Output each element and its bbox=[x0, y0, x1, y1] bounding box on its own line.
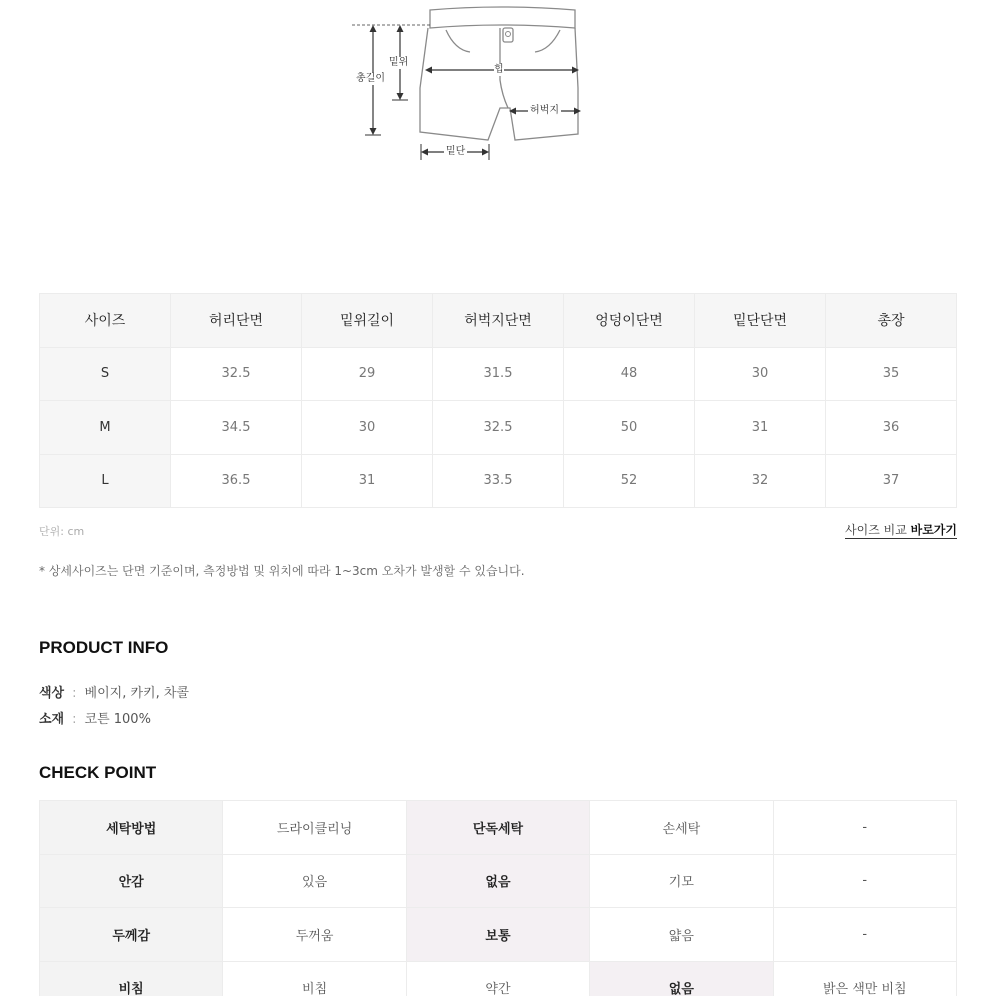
check-option: - bbox=[773, 908, 956, 962]
measurement-diagram bbox=[350, 0, 590, 170]
total-length-label: 총길이 bbox=[356, 73, 385, 84]
check-option: 비침 bbox=[223, 961, 406, 996]
check-label: 세탁방법 bbox=[40, 801, 223, 855]
value-cell: 50 bbox=[564, 401, 695, 455]
header-hip: 엉덩이단면 bbox=[564, 294, 695, 348]
value-cell: 31 bbox=[695, 401, 826, 455]
product-info-title: PRODUCT INFO bbox=[39, 638, 169, 657]
header-size: 사이즈 bbox=[40, 294, 171, 348]
size-note: * 상세사이즈는 단면 기준이며, 측정방법 및 위치에 따라 1~3cm 오차가 발생할 수 있습니다. bbox=[39, 564, 525, 578]
check-row-see-through bbox=[40, 961, 957, 996]
check-option: 드라이클리닝 bbox=[223, 801, 406, 855]
material-separator: : bbox=[72, 712, 77, 727]
size-cell: L bbox=[40, 454, 171, 508]
check-option: - bbox=[773, 801, 956, 855]
check-option: 약간 bbox=[406, 961, 589, 996]
value-cell: 29 bbox=[302, 347, 433, 401]
value-cell: 36 bbox=[826, 401, 957, 455]
value-cell: 32.5 bbox=[433, 401, 564, 455]
check-option-selected: 없음 bbox=[406, 854, 589, 908]
size-table-header bbox=[40, 294, 957, 348]
check-row-washing bbox=[40, 801, 957, 855]
material-row bbox=[39, 708, 151, 727]
material-label: 소재 bbox=[39, 712, 65, 727]
check-option-selected: 없음 bbox=[590, 961, 773, 996]
table-row bbox=[40, 347, 957, 401]
check-row-thickness bbox=[40, 908, 957, 962]
header-thigh: 허벅지단면 bbox=[433, 294, 564, 348]
check-option: 밝은 색만 비침 bbox=[773, 961, 956, 996]
value-cell: 48 bbox=[564, 347, 695, 401]
value-cell: 31 bbox=[302, 454, 433, 508]
check-option: 있음 bbox=[223, 854, 406, 908]
rise-label: 밑위 bbox=[389, 57, 409, 68]
unit-text: 단위: cm bbox=[39, 525, 85, 538]
color-separator: : bbox=[72, 686, 77, 701]
check-point-title: CHECK POINT bbox=[39, 763, 157, 782]
value-cell: 37 bbox=[826, 454, 957, 508]
header-waist: 허리단면 bbox=[171, 294, 302, 348]
size-table bbox=[39, 293, 957, 508]
value-cell: 52 bbox=[564, 454, 695, 508]
check-option: - bbox=[773, 854, 956, 908]
check-option: 두꺼움 bbox=[223, 908, 406, 962]
table-row bbox=[40, 401, 957, 455]
value-cell: 34.5 bbox=[171, 401, 302, 455]
value-cell: 32.5 bbox=[171, 347, 302, 401]
check-option: 손세탁 bbox=[590, 801, 773, 855]
check-option-selected: 보통 bbox=[406, 908, 589, 962]
value-cell: 30 bbox=[302, 401, 433, 455]
color-value: 베이지, 카키, 차콜 bbox=[84, 686, 189, 701]
hip-label: 힙 bbox=[494, 64, 504, 75]
value-cell: 32 bbox=[695, 454, 826, 508]
header-total-length: 총장 bbox=[826, 294, 957, 348]
color-label: 색상 bbox=[39, 686, 65, 701]
material-value: 코튼 100% bbox=[84, 712, 151, 727]
check-option: 얇음 bbox=[590, 908, 773, 962]
size-compare-link[interactable] bbox=[845, 523, 957, 539]
size-compare-prefix: 사이즈 비교 bbox=[845, 523, 911, 537]
value-cell: 31.5 bbox=[433, 347, 564, 401]
check-label: 안감 bbox=[40, 854, 223, 908]
header-hem: 밑단단면 bbox=[695, 294, 826, 348]
table-row bbox=[40, 454, 957, 508]
thigh-label: 허벅지 bbox=[530, 105, 559, 116]
size-compare-go: 바로가기 bbox=[910, 523, 957, 537]
size-cell: M bbox=[40, 401, 171, 455]
check-label: 두께감 bbox=[40, 908, 223, 962]
value-cell: 33.5 bbox=[433, 454, 564, 508]
value-cell: 36.5 bbox=[171, 454, 302, 508]
color-row bbox=[39, 682, 189, 701]
shorts-illustration bbox=[350, 0, 590, 170]
value-cell: 30 bbox=[695, 347, 826, 401]
hem-label: 밑단 bbox=[446, 146, 466, 157]
check-point-table bbox=[39, 800, 957, 996]
header-rise: 밑위길이 bbox=[302, 294, 433, 348]
check-row-lining bbox=[40, 854, 957, 908]
size-cell: S bbox=[40, 347, 171, 401]
value-cell: 35 bbox=[826, 347, 957, 401]
check-option: 기모 bbox=[590, 854, 773, 908]
check-option-selected: 단독세탁 bbox=[406, 801, 589, 855]
check-label: 비침 bbox=[40, 961, 223, 996]
